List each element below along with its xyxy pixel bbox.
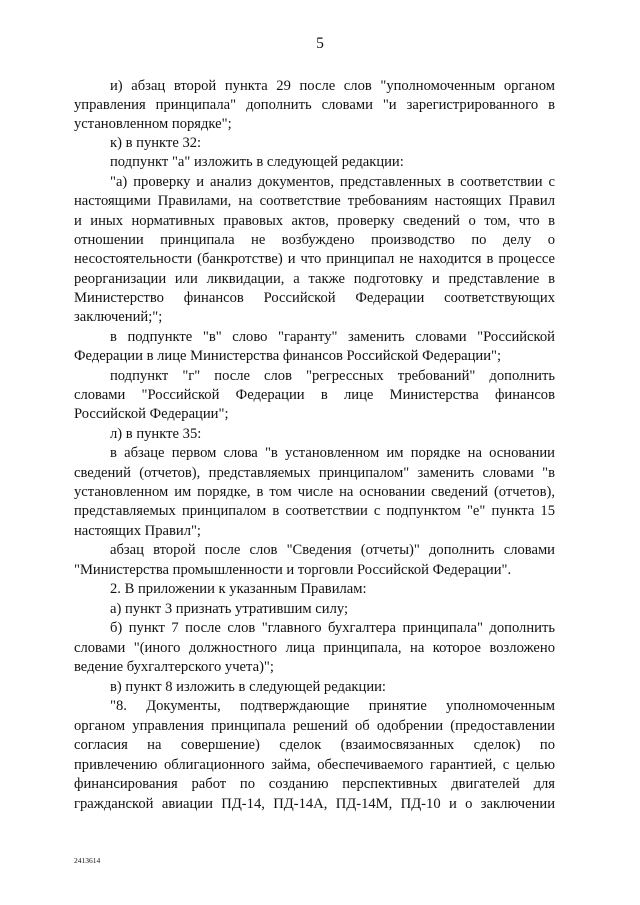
text-line: сведений (отчетов), представляемых принципалом" заменить словами "в <box>74 465 555 481</box>
text-line: управления принципала" дополнить словами "и зарегистрированного в <box>74 97 555 113</box>
text-line: л) в пункте 35: <box>110 426 202 442</box>
text-line: несостоятельности (банкротстве) и что принципал не находится в процессе <box>74 251 555 267</box>
text-line: в абзаце первом слова "в установленном им порядке на основании <box>110 445 555 461</box>
document-code: 2413614 <box>74 856 101 865</box>
text-line: привлечению облигационного займа, обеспечиваемого гарантией, с целью <box>74 757 555 773</box>
text-line: и иных нормативных правовых актов, проверку сведений о том, что в <box>74 213 555 229</box>
text-line: словами "(иного должностного лица принципала, на которое возложено <box>74 640 555 656</box>
text-line: реорганизации или ликвидации, а также подготовку и представление в <box>74 271 555 287</box>
text-line: и) абзац второй пункта 29 после слов "уполномоченным органом <box>110 78 555 94</box>
text-line: согласия на совершение) сделок (взаимосвязанных сделок) по <box>74 737 555 753</box>
text-line: ведение бухгалтерского учета)"; <box>74 659 274 675</box>
text-line: а) пункт 3 признать утратившим силу; <box>110 601 349 617</box>
text-line: настоящих Правил"; <box>74 523 201 539</box>
text-line: гражданской авиации ПД-14, ПД-14А, ПД-14М, ПД-10 и о заключении <box>74 796 555 812</box>
text-line: "а) проверку и анализ документов, представленных в соответствии с <box>110 174 555 190</box>
text-line: органом управления принципала решений об одобрении (предоставлении <box>74 718 555 734</box>
text-line: абзац второй после слов "Сведения (отчеты)" дополнить словами <box>110 542 555 558</box>
text-line: подпункт "а" изложить в следующей редакции: <box>110 154 404 170</box>
text-line: настоящими Правилами, на соответствие требованиям настоящих Правил <box>74 193 555 209</box>
text-line: финансирования работ по созданию перспективных двигателей для <box>74 776 555 792</box>
text-line: Министерство финансов Российской Федерации соответствующих <box>74 290 555 306</box>
text-line: к) в пункте 32: <box>110 135 202 151</box>
page-number: 5 <box>316 35 324 52</box>
text-line: установленном порядке"; <box>74 116 232 132</box>
text-line: представляемых принципалом в соответствии с подпунктом "е" пункта 15 <box>74 503 555 519</box>
text-line: подпункт "г" после слов "регрессных требований" дополнить <box>110 368 555 384</box>
text-line: словами "Российской Федерации в лице Министерства финансов <box>74 387 555 403</box>
text-line: "8. Документы, подтверждающие принятие уполномоченным <box>110 698 555 714</box>
text-line: Федерации в лице Министерства финансов Российской Федерации"; <box>74 348 502 364</box>
text-line: отношении принципала не возбуждено производство по делу о <box>74 232 555 248</box>
text-line: в) пункт 8 изложить в следующей редакции: <box>110 679 386 695</box>
text-line: в подпункте "в" слово "гаранту" заменить словами "Российской <box>110 329 555 345</box>
text-line: заключений;"; <box>74 309 163 325</box>
text-line: установленном им порядке, в том числе на основании сведений (отчетов), <box>74 484 555 500</box>
text-line: б) пункт 7 после слов "главного бухгалтера принципала" дополнить <box>110 620 555 636</box>
text-line: 2. В приложении к указанным Правилам: <box>110 581 367 597</box>
text-line: "Министерства промышленности и торговли Российской Федерации". <box>74 562 512 578</box>
text-line: Российской Федерации"; <box>74 406 229 422</box>
